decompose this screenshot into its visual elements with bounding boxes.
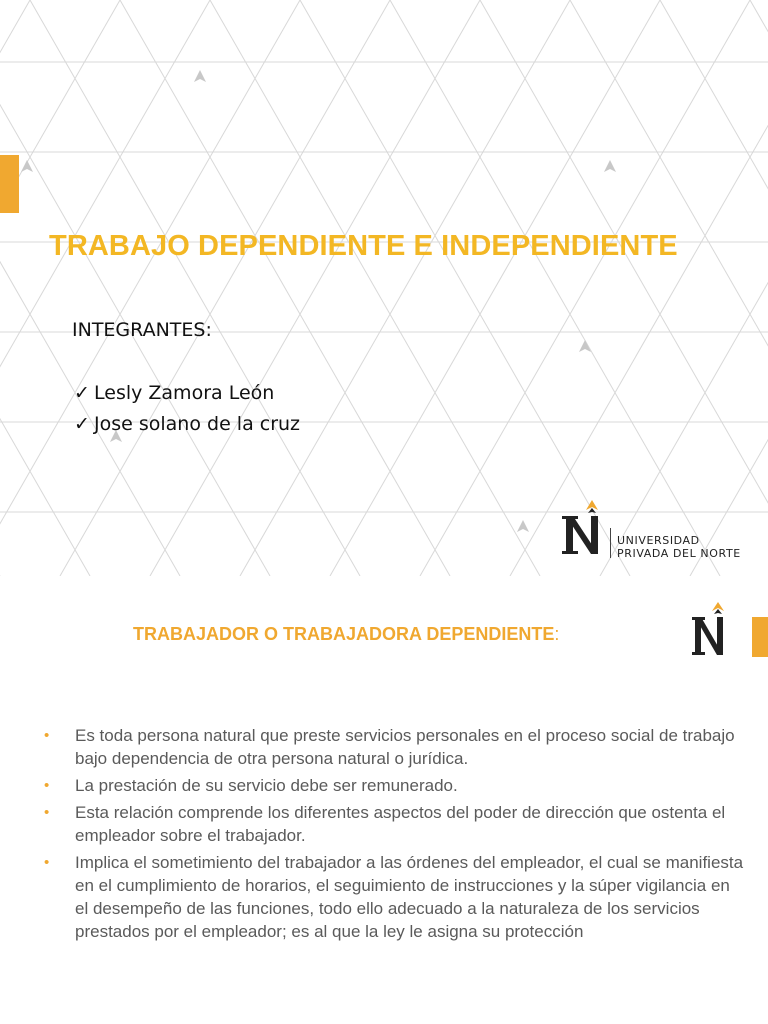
section-title-text: TRABAJADOR O TRABAJADORA DEPENDIENTE [133, 624, 555, 644]
member-item [74, 378, 300, 409]
check-icon: ✓ [74, 413, 90, 435]
upn-logo-icon [562, 498, 606, 558]
list-item [44, 801, 744, 847]
check-icon: ✓ [74, 382, 90, 404]
list-item [44, 774, 744, 797]
bullet-icon: • [44, 727, 50, 744]
members-list [74, 378, 300, 440]
list-item [44, 851, 744, 943]
bullet-text: Implica el sometimiento del trabajador a las órdenes del empleador, el cual se manifiesta en el cumplimiento de horarios, el seguimiento de instrucciones y la súper vigilancia en el desempeño de las funciones, todo ello adecuado a la naturaleza de los servicios prestados por el empleador; es al que la ley le asigna su protección [75, 853, 744, 941]
section-title [133, 624, 559, 645]
bullet-text: La prestación de su servicio debe ser remunerado. [75, 776, 458, 795]
section-title-colon: : [554, 624, 560, 644]
bullet-text: Esta relación comprende los diferentes aspectos del poder de dirección que ostenta el empleador sobre el trabajador. [75, 803, 726, 845]
presentation-title: TRABAJO DEPENDIENTE E INDEPENDIENTE [49, 230, 678, 262]
bullet-text: Es toda persona natural que preste servicios personales en el proceso social de trabajo bajo dependencia de otra persona natural o jurídica. [75, 726, 735, 768]
university-name-line1: UNIVERSIDAD [617, 534, 700, 547]
list-item [44, 724, 744, 770]
left-accent-bar [0, 155, 19, 213]
bullet-icon: • [44, 804, 50, 821]
right-accent-bar [752, 617, 768, 657]
logo-divider [610, 528, 611, 558]
upn-logo-icon [691, 600, 731, 658]
university-name [617, 534, 741, 560]
bullet-icon: • [44, 777, 50, 794]
bullet-list [44, 724, 744, 947]
member-name: Jose solano de la cruz [94, 413, 301, 435]
university-name-line2: PRIVADA DEL NORTE [617, 547, 741, 560]
member-name: Lesly Zamora León [94, 382, 275, 404]
member-item [74, 409, 300, 440]
bullet-icon: • [44, 854, 50, 871]
members-heading: INTEGRANTES: [72, 319, 212, 341]
